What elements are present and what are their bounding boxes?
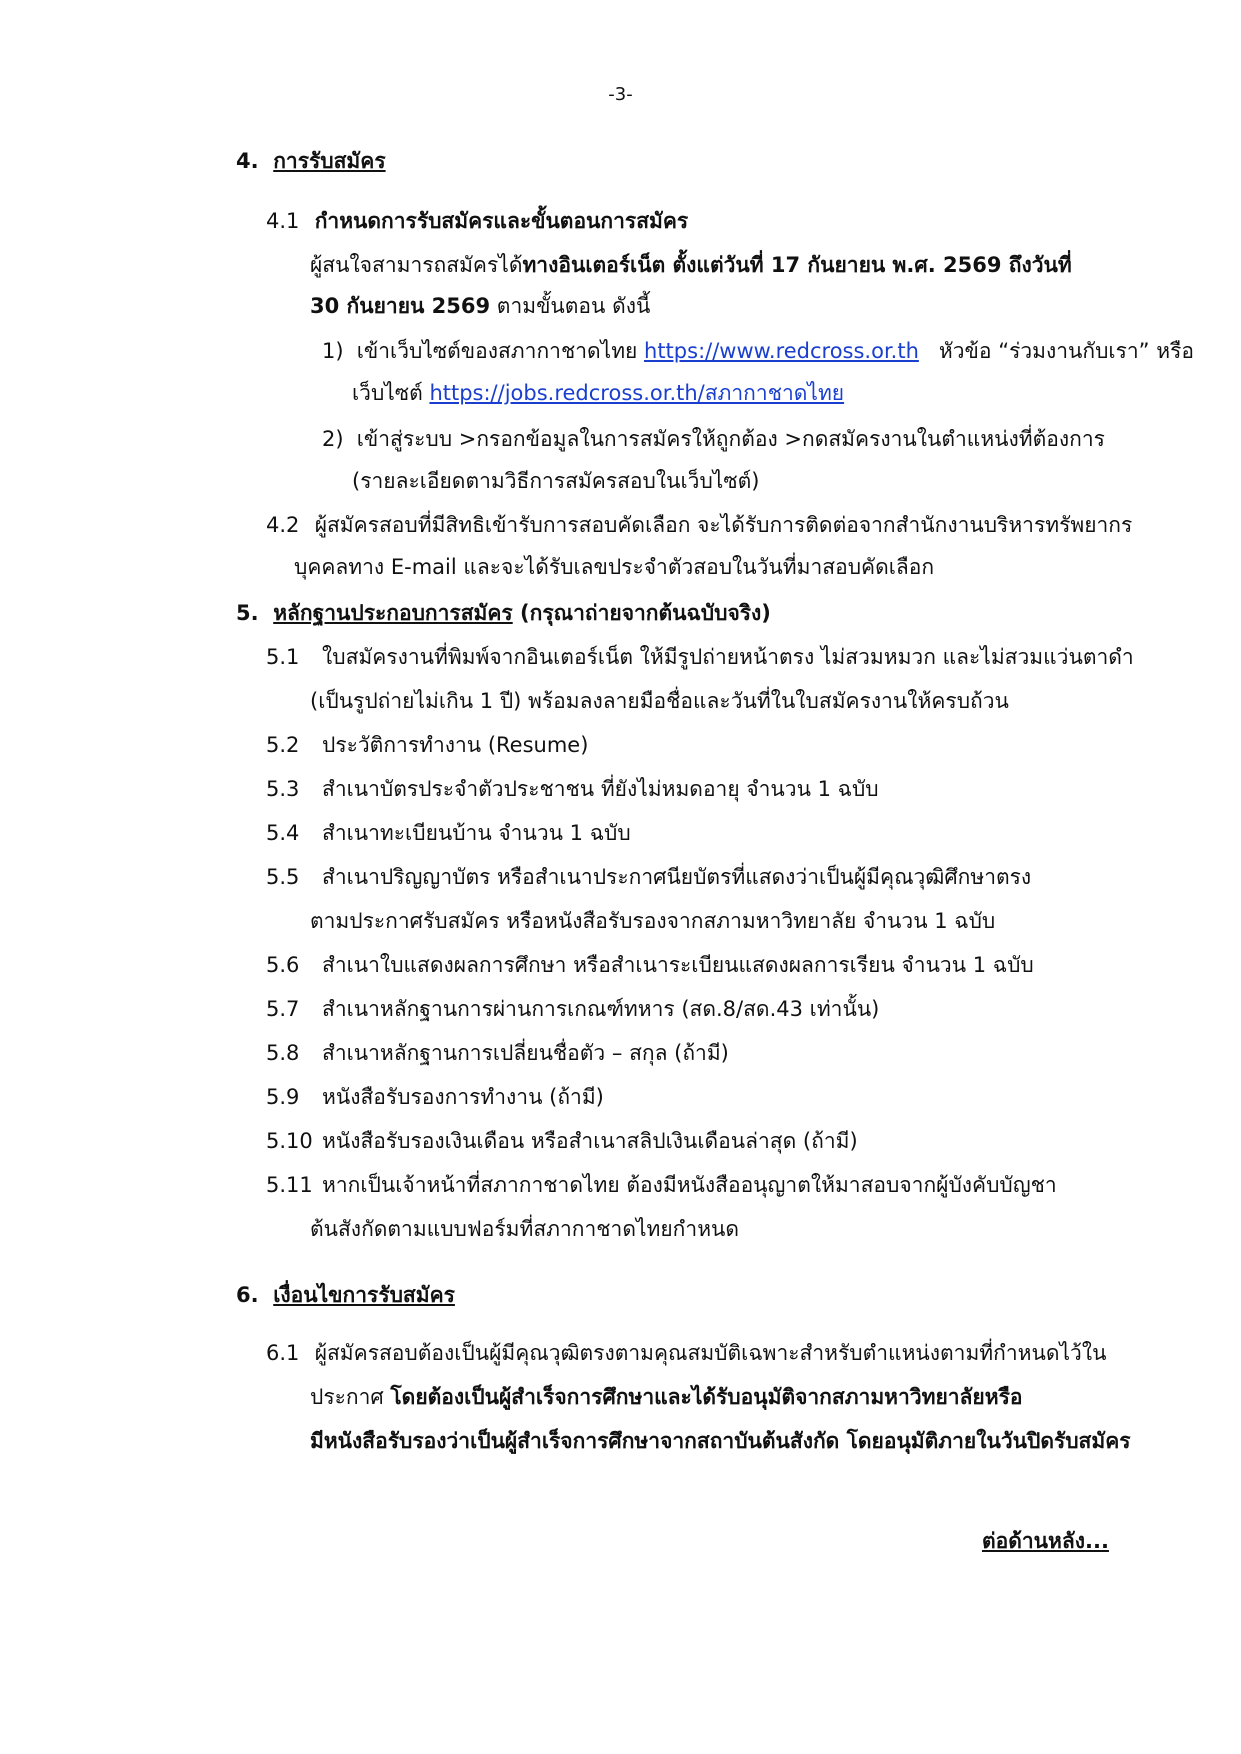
step-2-line2: (รายละเอียดตามวิธีการสมัครสอบในเว็บไซต์) [352, 469, 760, 493]
text-span: ผู้สนใจสามารถสมัครได้ [310, 253, 523, 277]
list-item-5-1-cont: (เป็นรูปถ่ายไม่เกิน 1 ปี) พร้อมลงลายมือชื่อและวันที่ในใบสมัครงานให้ครบถ้วน [310, 689, 1009, 713]
list-item-number: 5.6 [266, 953, 300, 977]
redcross-website-link[interactable]: https://www.redcross.or.th [644, 339, 919, 363]
list-item-number: 5.4 [266, 821, 300, 845]
item-4-1-heading [266, 206, 688, 236]
item-4-2-line2: บุคคลทาง E-mail และจะได้รับเลขประจำตัวสอบในวันที่มาสอบคัดเลือก [294, 555, 935, 579]
list-item-5-10 [266, 1126, 858, 1156]
section-5-heading [236, 598, 771, 628]
text-span: เว็บไซต์ [352, 381, 430, 405]
item-4-1-text-line2 [310, 291, 650, 321]
text-span: เข้าสู่ระบบ >กรอกข้อมูลในการสมัครให้ถูกต้อง >กดสมัครงานในตำแหน่งที่ต้องการ [356, 427, 1105, 451]
list-item-5-5-cont: ตามประกาศรับสมัคร หรือหนังสือรับรองจากสภามหาวิทยาลัย จำนวน 1 ฉบับ [310, 909, 996, 933]
list-item-text: สำเนาบัตรประจำตัวประชาชน ที่ยังไม่หมดอายุ จำนวน 1 ฉบับ [322, 777, 879, 801]
list-item-number: 5.10 [266, 1129, 313, 1153]
list-item-text: สำเนาทะเบียนบ้าน จำนวน 1 ฉบับ [322, 821, 631, 845]
section-6-heading [236, 1280, 455, 1310]
list-item-text: หนังสือรับรองเงินเดือน หรือสำเนาสลิปเงินเดือนล่าสุด (ถ้ามี) [322, 1129, 858, 1153]
text-span: ผู้สมัครสอบต้องเป็นผู้มีคุณวุฒิตรงตามคุณสมบัติเฉพาะสำหรับตำแหน่งตามที่กำหนดไว้ใน [314, 1341, 1107, 1365]
section-4-title: การรับสมัคร [273, 149, 386, 173]
list-item-number: 5.5 [266, 865, 300, 889]
list-item-5-1 [266, 642, 1134, 672]
list-item-5-9 [266, 1082, 604, 1112]
list-item-5-11-cont: ต้นสังกัดตามแบบฟอร์มที่สภากาชาดไทยกำหนด [310, 1217, 740, 1241]
section-4-heading [236, 146, 386, 176]
list-item-5-4 [266, 818, 631, 848]
list-item-number: 5.7 [266, 997, 300, 1021]
item-4-1-title: กำหนดการรับสมัครและขั้นตอนการสมัคร [314, 209, 689, 233]
list-item-5-5 [266, 862, 1031, 892]
list-item-5-11 [266, 1170, 1057, 1200]
list-item-number: 5.9 [266, 1085, 300, 1109]
list-item-text: ประวัติการทำงาน (Resume) [322, 733, 589, 757]
item-4-2-line1 [266, 510, 1132, 540]
step-2-number: 2) [322, 427, 344, 451]
text-bold: ทางอินเตอร์เน็ต ตั้งแต่วันที่ 17 กันยายน พ.ศ. 2569 ถึงวันที่ [522, 253, 1072, 277]
section-6-number: 6. [236, 1283, 259, 1307]
list-item-text: สำเนาหลักฐานการเปลี่ยนชื่อตัว – สกุล (ถ้ามี) [322, 1041, 729, 1065]
item-6-1-line3: มีหนังสือรับรองว่าเป็นผู้สำเร็จการศึกษาจากสถาบันต้นสังกัด โดยอนุมัติภายในวันปิดรับสมัคร [310, 1429, 1131, 1453]
section-5-number: 5. [236, 601, 259, 625]
list-item-5-6 [266, 950, 1034, 980]
item-6-1-line2 [310, 1382, 1022, 1412]
list-item-5-3 [266, 774, 879, 804]
list-item-number: 5.2 [266, 733, 300, 757]
step-1-line1 [322, 336, 1194, 366]
text-span: หัวข้อ “ร่วมงานกับเรา” หรือ [918, 339, 1194, 363]
item-4-2-number: 4.2 [266, 513, 300, 537]
page-number: -3- [608, 84, 633, 105]
text-bold: 30 กันยายน 2569 [310, 294, 491, 318]
list-item-text: หากเป็นเจ้าหน้าที่สภากาชาดไทย ต้องมีหนังสืออนุญาตให้มาสอบจากผู้บังคับบัญชา [322, 1173, 1057, 1197]
list-item-text: ใบสมัครงานที่พิมพ์จากอินเตอร์เน็ต ให้มีรูปถ่ายหน้าตรง ไม่สวมหมวก และไม่สวมแว่นตาดำ [322, 645, 1134, 669]
list-item-5-8 [266, 1038, 729, 1068]
list-item-text: สำเนาหลักฐานการผ่านการเกณฑ์ทหาร (สด.8/สด.43 เท่านั้น) [322, 997, 880, 1021]
list-item-number: 5.11 [266, 1173, 313, 1197]
list-item-number: 5.3 [266, 777, 300, 801]
section-4-number: 4. [236, 149, 259, 173]
list-item-number: 5.1 [266, 645, 300, 669]
section-5-note: (กรุณาถ่ายจากต้นฉบับจริง) [512, 601, 771, 625]
list-item-text: สำเนาปริญญาบัตร หรือสำเนาประกาศนียบัตรที่แสดงว่าเป็นผู้มีคุณวุฒิศึกษาตรง [322, 865, 1032, 889]
step-2-line1 [322, 424, 1105, 454]
text-span: เข้าเว็บไซต์ของสภากาชาดไทย [356, 339, 645, 363]
item-4-1-text-line1 [310, 250, 1072, 280]
continued-overleaf: ต่อด้านหลัง... [982, 1529, 1109, 1553]
step-1-number: 1) [322, 339, 344, 363]
text-span: ผู้สมัครสอบที่มีสิทธิเข้ารับการสอบคัดเลือก จะได้รับการติดต่อจากสำนักงานบริหารทรัพยากร [314, 513, 1133, 537]
list-item-5-7 [266, 994, 879, 1024]
list-item-number: 5.8 [266, 1041, 300, 1065]
section-6-title: เงื่อนไขการรับสมัคร [273, 1283, 455, 1307]
list-item-5-2 [266, 730, 588, 760]
jobs-website-link[interactable]: https://jobs.redcross.or.th/สภากาชาดไทย [429, 381, 845, 405]
text-span: ตามขั้นตอน ดังนี้ [490, 294, 651, 318]
item-6-1-line1 [266, 1338, 1106, 1368]
step-1-line2 [352, 378, 844, 408]
item-4-1-number: 4.1 [266, 209, 300, 233]
item-6-1-number: 6.1 [266, 1341, 300, 1365]
list-item-text: หนังสือรับรองการทำงาน (ถ้ามี) [322, 1085, 604, 1109]
text-bold: โดยต้องเป็นผู้สำเร็จการศึกษาและได้รับอนุมัติจากสภามหาวิทยาลัยหรือ [390, 1385, 1023, 1409]
text-span: ประกาศ [310, 1385, 391, 1409]
list-item-text: สำเนาใบแสดงผลการศึกษา หรือสำเนาระเบียนแสดงผลการเรียน จำนวน 1 ฉบับ [322, 953, 1034, 977]
section-5-title: หลักฐานประกอบการสมัคร [273, 601, 513, 625]
